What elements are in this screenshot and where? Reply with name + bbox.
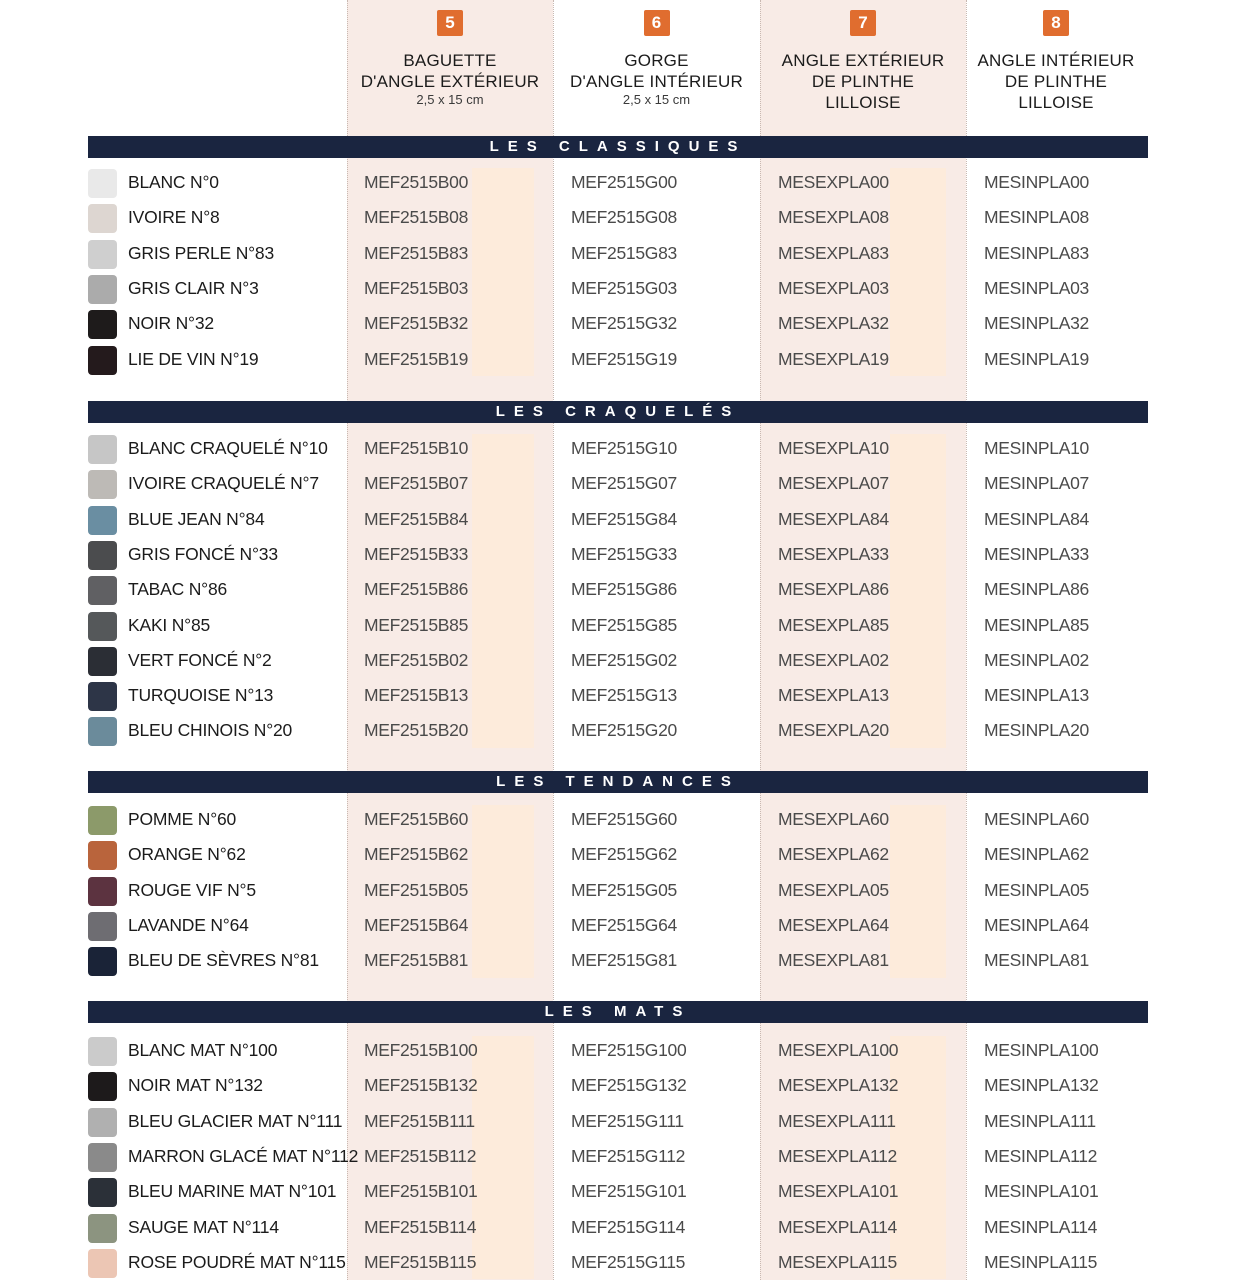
product-code: MESINPLA114	[984, 1216, 1098, 1237]
color-name: TURQUOISE N°13	[128, 685, 274, 706]
product-code: MEF2515B100	[364, 1040, 478, 1060]
column-number-badge: 7	[850, 10, 876, 36]
product-code: MESEXPLA101	[778, 1181, 899, 1202]
product-code: MESEXPLA84	[778, 508, 889, 529]
column-title: ANGLE INTÉRIEUR DE PLINTHE LILLOISE	[977, 51, 1135, 112]
product-code: MESINPLA111	[984, 1110, 1096, 1131]
color-swatch	[88, 947, 117, 976]
product-code: MESINPLA07	[984, 473, 1089, 494]
color-name: NOIR N°32	[128, 313, 214, 334]
table-row	[0, 943, 1237, 978]
product-code: MESEXPLA85	[778, 614, 889, 635]
product-code: MEF2515G115	[571, 1251, 686, 1272]
product-code: MESEXPLA03	[778, 277, 889, 298]
product-code: MEF2515B05	[364, 879, 469, 900]
product-code: MEF2515G03	[571, 277, 677, 298]
product-code: MESEXPLA132	[778, 1075, 899, 1096]
column-number-badge: 6	[644, 10, 670, 36]
section-title: LES MATS	[544, 1003, 692, 1020]
product-code: MESEXPLA20	[778, 720, 889, 741]
column-title: GORGE D'ANGLE INTÉRIEUR	[570, 51, 743, 91]
color-name: GRIS PERLE N°83	[128, 242, 274, 263]
table-row	[0, 1033, 1237, 1068]
color-swatch	[88, 275, 117, 304]
color-name: POMME N°60	[128, 809, 237, 829]
product-code: MEF2515G114	[571, 1216, 686, 1237]
color-name: KAKI N°85	[128, 614, 211, 635]
color-name: BLANC N°0	[128, 172, 219, 192]
section-header	[88, 401, 1148, 423]
color-swatch	[88, 1178, 117, 1207]
table-row	[0, 165, 1237, 200]
color-name: IVOIRE N°8	[128, 207, 220, 228]
product-code: MEF2515G00	[571, 172, 677, 192]
table-row	[0, 200, 1237, 235]
section-header	[88, 771, 1148, 793]
table-row	[0, 1210, 1237, 1245]
color-name: IVOIRE CRAQUELÉ N°7	[128, 473, 319, 494]
column-number-badge: 8	[1043, 10, 1069, 36]
product-code: MESEXPLA02	[778, 649, 889, 670]
color-swatch	[88, 1214, 117, 1243]
product-code: MEF2515B02	[364, 649, 469, 670]
product-code: MEF2515G10	[571, 438, 677, 458]
product-code: MEF2515G112	[571, 1145, 686, 1166]
column-header-8	[966, 10, 1146, 113]
table-row	[0, 873, 1237, 908]
color-swatch	[88, 506, 117, 535]
color-swatch	[88, 1037, 117, 1066]
product-code: MEF2515G19	[571, 348, 677, 369]
color-swatch	[88, 841, 117, 870]
product-code: MEF2515B32	[364, 313, 469, 334]
product-code: MEF2515B101	[364, 1181, 478, 1202]
product-code: MEF2515G33	[571, 543, 677, 564]
product-code: MEF2515B62	[364, 844, 469, 865]
product-code: MESINPLA100	[984, 1040, 1099, 1060]
color-name: VERT FONCÉ N°2	[128, 649, 272, 670]
product-code: MESEXPLA111	[778, 1110, 896, 1131]
product-code: MESEXPLA86	[778, 579, 889, 600]
color-name: GRIS CLAIR N°3	[128, 277, 259, 298]
product-code: MESINPLA132	[984, 1075, 1099, 1096]
color-name: BLEU DE SÈVRES N°81	[128, 950, 319, 971]
color-name: NOIR MAT N°132	[128, 1075, 263, 1096]
product-code: MESEXPLA32	[778, 313, 889, 334]
product-code: MEF2515G05	[571, 879, 677, 900]
color-swatch	[88, 346, 117, 375]
product-code: MEF2515G02	[571, 649, 677, 670]
section-header	[88, 1001, 1148, 1023]
product-code: MESINPLA10	[984, 438, 1089, 458]
product-code: MESEXPLA112	[778, 1145, 897, 1166]
color-swatch	[88, 717, 117, 746]
product-code: MESINPLA112	[984, 1145, 1098, 1166]
color-name: ROUGE VIF N°5	[128, 879, 256, 900]
product-code: MESEXPLA00	[778, 172, 889, 192]
product-code: MEF2515B20	[364, 720, 469, 741]
product-code: MEF2515B64	[364, 914, 469, 935]
product-code: MEF2515G101	[571, 1181, 687, 1202]
color-name: BLUE JEAN N°84	[128, 508, 265, 529]
product-code: MESEXPLA60	[778, 809, 889, 829]
color-name: BLEU GLACIER MAT N°111	[128, 1110, 343, 1131]
table-row	[0, 643, 1237, 678]
product-code: MESINPLA86	[984, 579, 1089, 600]
product-code: MEF2515B13	[364, 685, 469, 706]
product-code: MEF2515G07	[571, 473, 677, 494]
section-title: LES TENDANCES	[496, 773, 740, 790]
product-code: MESINPLA19	[984, 348, 1089, 369]
product-code: MESINPLA83	[984, 242, 1089, 263]
product-code: MEF2515G62	[571, 844, 677, 865]
table-row	[0, 236, 1237, 271]
table-row	[0, 837, 1237, 872]
product-code: MESINPLA60	[984, 809, 1089, 829]
color-swatch	[88, 169, 117, 198]
product-code: MESEXPLA33	[778, 543, 889, 564]
product-code: MEF2515G132	[571, 1075, 687, 1096]
table-row	[0, 271, 1237, 306]
table-row	[0, 502, 1237, 537]
table-row	[0, 431, 1237, 466]
table-row	[0, 802, 1237, 837]
product-code: MESINPLA02	[984, 649, 1089, 670]
product-code: MEF2515B08	[364, 207, 469, 228]
product-code: MEF2515G13	[571, 685, 677, 706]
color-swatch	[88, 1143, 117, 1172]
color-name: LAVANDE N°64	[128, 914, 249, 935]
color-name: BLANC CRAQUELÉ N°10	[128, 438, 328, 458]
color-name: MARRON GLACÉ MAT N°112	[128, 1145, 359, 1166]
table-row	[0, 608, 1237, 643]
column-dimension: 2,5 x 15 cm	[622, 92, 691, 107]
color-swatch	[88, 435, 117, 464]
product-code: MEF2515G64	[571, 914, 677, 935]
table-row	[0, 713, 1237, 748]
product-code: MESEXPLA08	[778, 207, 889, 228]
table-row	[0, 306, 1237, 341]
section-header	[88, 136, 1148, 158]
product-code: MESINPLA05	[984, 879, 1089, 900]
product-code: MESINPLA03	[984, 277, 1089, 298]
product-code: MEF2515B81	[364, 950, 469, 971]
product-code: MESEXPLA100	[778, 1040, 899, 1060]
column-header-5	[347, 10, 553, 108]
product-code: MESINPLA62	[984, 844, 1089, 865]
product-code: MESEXPLA19	[778, 348, 889, 369]
color-swatch	[88, 240, 117, 269]
product-code: MEF2515B84	[364, 508, 469, 529]
product-code: MESINPLA84	[984, 508, 1089, 529]
product-code: MESINPLA08	[984, 207, 1089, 228]
table-row	[0, 466, 1237, 501]
product-code: MESINPLA00	[984, 172, 1089, 192]
table-row	[0, 572, 1237, 607]
product-code: MESEXPLA07	[778, 473, 889, 494]
color-name: BLANC MAT N°100	[128, 1040, 278, 1060]
color-name: ROSE POUDRÉ MAT N°115	[128, 1251, 346, 1272]
product-code: MESINPLA115	[984, 1251, 1098, 1272]
product-code: MEF2515G86	[571, 579, 677, 600]
product-code: MEF2515B07	[364, 473, 469, 494]
color-swatch	[88, 310, 117, 339]
color-name: GRIS FONCÉ N°33	[128, 543, 278, 564]
color-name: SAUGE MAT N°114	[128, 1216, 279, 1237]
color-swatch	[88, 1249, 117, 1278]
section-title: LES CLASSIQUES	[489, 138, 747, 155]
color-swatch	[88, 541, 117, 570]
section-title: LES CRAQUELÉS	[495, 403, 741, 420]
table-row	[0, 678, 1237, 713]
product-code: MEF2515G60	[571, 809, 677, 829]
color-swatch	[88, 877, 117, 906]
product-code: MEF2515B86	[364, 579, 469, 600]
product-code: MEF2515B115	[364, 1251, 477, 1272]
table-row	[0, 537, 1237, 572]
product-code: MEF2515G100	[571, 1040, 687, 1060]
table-row	[0, 1174, 1237, 1209]
column-header-7	[760, 10, 966, 113]
color-swatch	[88, 1108, 117, 1137]
product-code: MEF2515G81	[571, 950, 677, 971]
product-code: MESEXPLA05	[778, 879, 889, 900]
product-code: MESINPLA20	[984, 720, 1089, 741]
product-code: MEF2515B83	[364, 242, 469, 263]
color-swatch	[88, 647, 117, 676]
product-code: MESEXPLA10	[778, 438, 889, 458]
color-name: BLEU CHINOIS N°20	[128, 720, 293, 741]
product-code: MESEXPLA13	[778, 685, 889, 706]
product-code: MEF2515B60	[364, 809, 469, 829]
product-code: MEF2515G32	[571, 313, 677, 334]
product-code: MEF2515B00	[364, 172, 469, 192]
product-code: MEF2515G83	[571, 242, 677, 263]
column-title: ANGLE EXTÉRIEUR DE PLINTHE LILLOISE	[781, 51, 945, 112]
column-title: BAGUETTE D'ANGLE EXTÉRIEUR	[360, 51, 540, 91]
product-code: MEF2515B03	[364, 277, 469, 298]
color-swatch	[88, 470, 117, 499]
product-code: MESINPLA32	[984, 313, 1089, 334]
product-code: MESINPLA64	[984, 914, 1089, 935]
product-code: MESINPLA81	[984, 950, 1089, 971]
product-code: MESINPLA101	[984, 1181, 1099, 1202]
color-swatch	[88, 576, 117, 605]
column-number-badge: 5	[437, 10, 463, 36]
color-name: TABAC N°86	[128, 579, 228, 600]
product-code: MEF2515G08	[571, 207, 677, 228]
column-header-6	[553, 10, 760, 108]
product-code: MESEXPLA64	[778, 914, 889, 935]
column-dimension: 2,5 x 15 cm	[416, 92, 484, 107]
product-code: MESINPLA33	[984, 543, 1089, 564]
product-code: MESEXPLA83	[778, 242, 889, 263]
color-swatch	[88, 612, 117, 641]
product-code: MEF2515B19	[364, 348, 469, 369]
product-code: MEF2515B33	[364, 543, 469, 564]
product-code: MEF2515G85	[571, 614, 677, 635]
color-name: LIE DE VIN N°19	[128, 348, 259, 369]
product-code: MEF2515B85	[364, 614, 469, 635]
color-swatch	[88, 682, 117, 711]
product-code: MESEXPLA62	[778, 844, 889, 865]
table-row	[0, 342, 1237, 377]
product-code: MEF2515B10	[364, 438, 469, 458]
product-code: MESEXPLA81	[778, 950, 889, 971]
product-code: MEF2515G111	[571, 1110, 684, 1131]
table-row	[0, 908, 1237, 943]
table-row	[0, 1068, 1237, 1103]
product-code: MEF2515B112	[364, 1145, 477, 1166]
product-code: MEF2515B114	[364, 1216, 477, 1237]
table-row	[0, 1245, 1237, 1280]
table-row	[0, 1139, 1237, 1174]
product-code: MESEXPLA115	[778, 1251, 897, 1272]
product-code: MEF2515G84	[571, 508, 677, 529]
color-swatch	[88, 1072, 117, 1101]
color-swatch	[88, 806, 117, 835]
color-name: BLEU MARINE MAT N°101	[128, 1181, 337, 1202]
product-code: MESINPLA13	[984, 685, 1089, 706]
color-swatch	[88, 204, 117, 233]
product-code: MESEXPLA114	[778, 1216, 897, 1237]
product-code: MEF2515G20	[571, 720, 677, 741]
color-swatch	[88, 912, 117, 941]
table-row	[0, 1104, 1237, 1139]
product-code: MEF2515B111	[364, 1110, 475, 1131]
product-code: MEF2515B132	[364, 1075, 478, 1096]
product-code: MESINPLA85	[984, 614, 1089, 635]
color-name: ORANGE N°62	[128, 844, 246, 865]
